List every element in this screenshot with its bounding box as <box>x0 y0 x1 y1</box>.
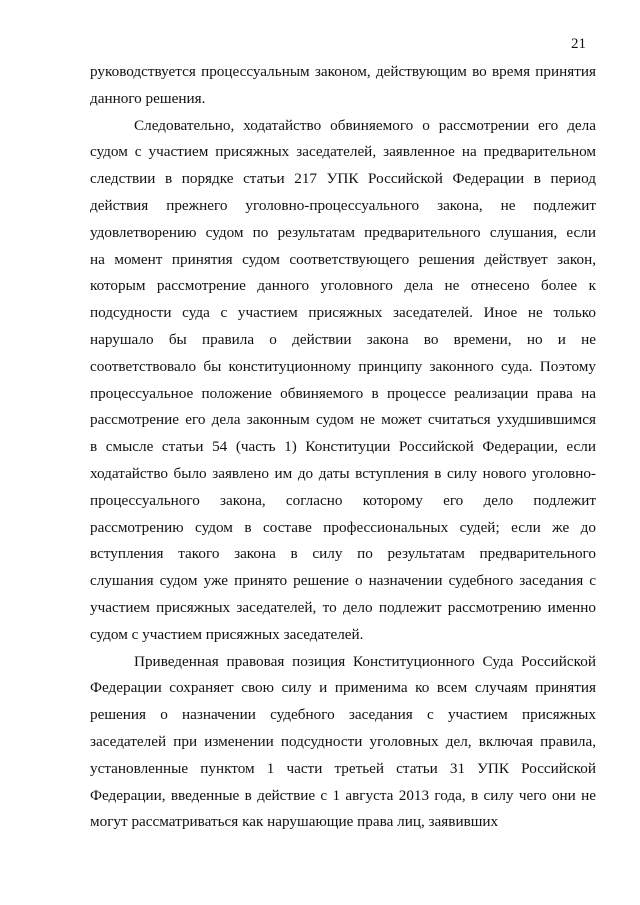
text-line: установленные пунктом 1 части третьей статьи 31 УПК Российской <box>90 759 596 777</box>
text-line: Приведенная правовая позиция Конституционного Суда Российской <box>134 652 596 670</box>
text-line: в смысле статьи 54 (часть 1) Конституции Российской Федерации, если <box>90 438 596 456</box>
text-line: Следовательно, ходатайство обвиняемого о рассмотрении его дела <box>134 116 596 134</box>
text-line: руководствуется процессуальным законом, действующим во время принятия <box>90 63 596 80</box>
paragraph <box>90 113 596 649</box>
text-line: процессуальное положение обвиняемого в процессе реализации права на <box>90 384 596 402</box>
text-line: данного решения. <box>90 89 206 107</box>
text-line: следствии в порядке статьи 217 УПК Российской Федерации в период <box>90 170 596 188</box>
text-line: Федерации, введенные в действие с 1 августа 2013 года, в силу чего они не <box>90 786 596 804</box>
text-line: заседателей при изменении подсудности уголовных дел, включая правила, <box>90 732 596 750</box>
text-line: которым рассмотрение данного уголовного дела не отнесено более к <box>90 277 596 295</box>
text-line: действия прежнего уголовно-процессуального закона, не подлежит <box>90 196 596 214</box>
page-number: 21 <box>571 36 586 52</box>
text-line: рассмотрению судом в составе профессиональных судей; если же до <box>90 518 596 536</box>
text-line: Федерации сохраняет свою силу и применима ко всем случаям принятия <box>90 679 596 697</box>
text-line: на момент принятия судом соответствующего решения действует закон, <box>90 250 596 268</box>
text-line: соответствовало бы конституционному принципу законного суда. Поэтому <box>90 357 596 375</box>
text-line: рассмотрение его дела законным судом не может считаться ухудшившимся <box>90 411 596 429</box>
text-line: нарушало бы правила о действии закона во времени, но и не <box>90 330 596 348</box>
paragraph <box>90 649 596 837</box>
text-line: ходатайство было заявлено им до даты вступления в силу нового уголовно- <box>90 464 596 482</box>
text-line: слушания судом уже принято решение о назначении судебного заседания с <box>90 572 596 590</box>
text-line: удовлетворению судом по результатам предварительного слушания, если <box>90 223 596 241</box>
text-line: решения о назначении судебного заседания с участием присяжных <box>90 706 596 724</box>
text-line: вступления такого закона в силу по результатам предварительного <box>90 545 596 563</box>
text-line: судом с участием присяжных заседателей, заявленное на предварительном <box>90 143 596 161</box>
text-line: подсудности суда с участием присяжных заседателей. Иное не только <box>90 304 596 322</box>
document-body <box>90 59 596 836</box>
text-line: участием присяжных заседателей, то дело подлежит рассмотрению именно <box>90 598 596 616</box>
text-line: могут рассматриваться как нарушающие права лиц, заявивших <box>90 813 499 831</box>
text-line: судом с участием присяжных заседателей. <box>90 625 364 643</box>
paragraph <box>90 59 596 113</box>
text-line: процессуального закона, согласно которому его дело подлежит <box>90 491 596 509</box>
